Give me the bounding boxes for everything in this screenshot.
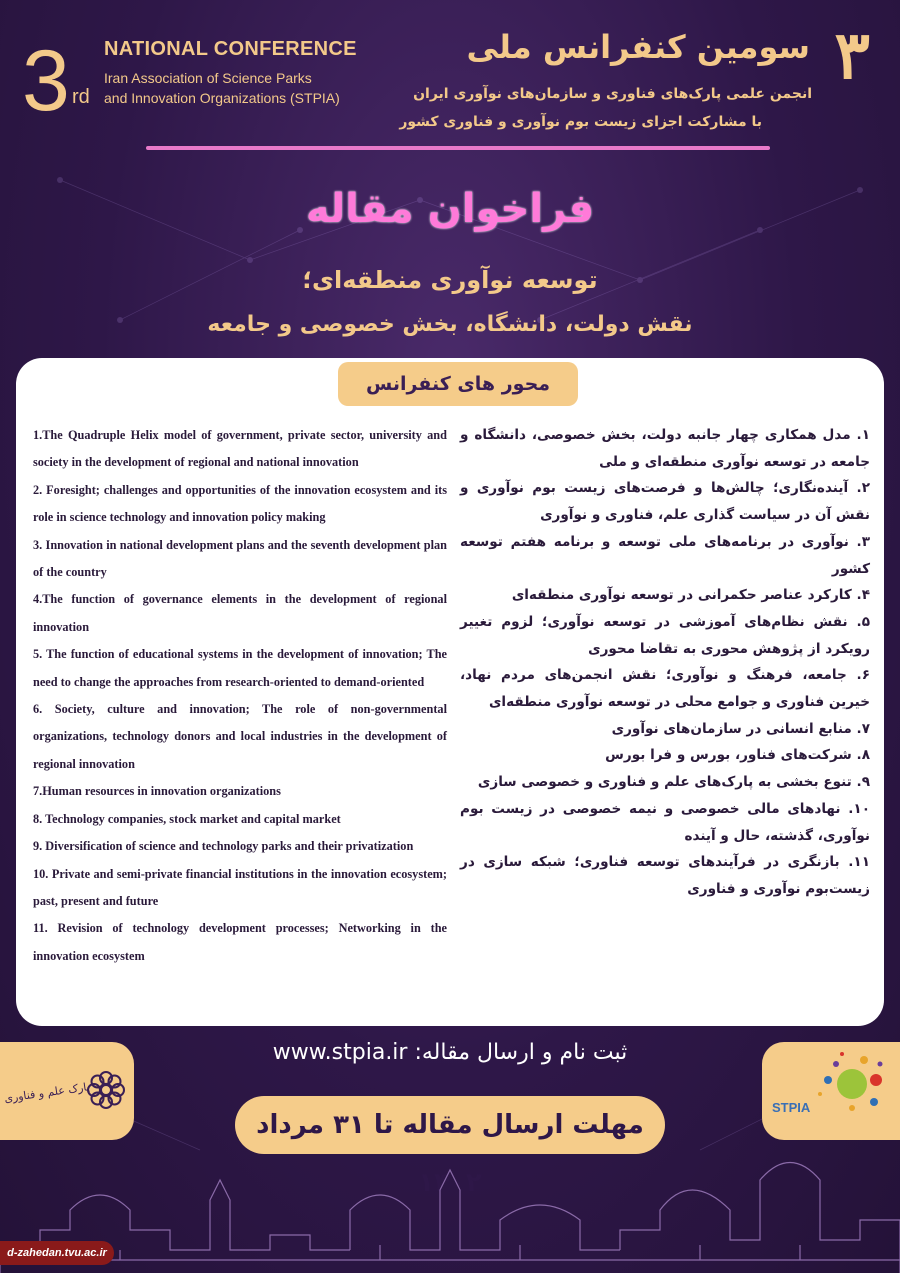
association-name-line2: and Innovation Organizations (STPIA)	[104, 90, 340, 106]
topics-persian-list	[460, 422, 870, 903]
topics-english-list	[33, 422, 447, 970]
topic-fa-7: ۷. منابع انسانی در سازمان‌های نوآوری	[611, 720, 870, 737]
conference-number: 3	[22, 33, 70, 129]
theme-line-1: توسعه نوآوری منطقه‌ای؛	[302, 266, 598, 294]
persian-association-name: انجمن علمی پارک‌های فناوری و سازمان‌های نوآوری ایران	[413, 86, 812, 102]
header-divider	[146, 146, 770, 150]
topic-en-8: 8. Technology companies, stock market and capital market	[33, 811, 341, 826]
topic-en-4: 4.The function of governance elements in the development of regional innovation	[33, 592, 447, 634]
topic-fa-6: ۶. جامعه، فرهنگ و نوآوری؛ نقش انجمن‌های مردم نهاد، خیرین فناوری و جوامع محلی در توسعه نوآوری منطقه‌ای	[460, 667, 870, 711]
topic-en-1: 1.The Quadruple Helix model of government, private sector, university and society in the development of regional and national innovation	[33, 428, 447, 470]
website-link[interactable]: www.stpia.ir	[272, 1040, 408, 1065]
theme-line-2: نقش دولت، دانشگاه، بخش خصوصی و جامعه	[207, 312, 693, 337]
topic-en-10: 10. Private and semi-private financial institutions in the innovation ecosystem; past, present and future	[33, 866, 447, 908]
source-credit[interactable]: d-zahedan.tvu.ac.ir	[0, 1241, 114, 1265]
topic-fa-3: ۳. نوآوری در برنامه‌های ملی توسعه و برنامه هفتم توسعه کشور	[460, 533, 870, 577]
persian-conference-number: ۳	[834, 16, 870, 94]
persian-header	[390, 16, 870, 142]
registration-line	[180, 1040, 720, 1065]
association-name-line1: Iran Association of Science Parks	[104, 70, 312, 86]
topic-fa-9: ۹. تنوع بخشی به پارک‌های علم و فناوری و خصوصی سازی	[477, 774, 870, 791]
science-park-logo	[0, 1042, 134, 1140]
topic-en-9: 9. Diversification of science and technology parks and their privatization	[33, 839, 414, 854]
stpia-logo	[762, 1042, 900, 1140]
topic-fa-8: ۸. شرکت‌های فناور، بورس و فرا بورس	[605, 747, 870, 764]
ordinal-suffix: rd	[72, 86, 90, 108]
persian-conference-title: سومین کنفرانس ملی	[466, 28, 810, 66]
topic-fa-5: ۵. نقش نظام‌های آموزشی در توسعه نوآوری؛ لزوم تغییر رویکرد از پژوهش محوری به تقاضا محوری	[460, 613, 870, 657]
topic-en-5: 5. The function of educational systems in the development of innovation; The need to change the approaches from research-oriented to demand-oriented	[33, 647, 447, 689]
english-header	[22, 30, 402, 129]
stpia-logo-text: STPIA	[772, 1100, 811, 1115]
national-conference-title: NATIONAL CONFERENCE	[104, 38, 357, 60]
topic-fa-4: ۴. کارکرد عناصر حکمرانی در توسعه نوآوری منطقه‌ای	[511, 587, 870, 604]
topic-en-7: 7.Human resources in innovation organizations	[33, 784, 281, 799]
topic-fa-11: ۱۱. بازنگری در فرآیندهای توسعه فناوری؛ شبکه سازی در زیست‌بوم نوآوری و فناوری	[460, 854, 870, 897]
topic-fa-1: ۱. مدل همکاری چهار جانبه دولت، بخش خصوصی، دانشگاه و جامعه در توسعه نوآوری منطقه‌ای و ملی	[460, 427, 870, 470]
stpia-dots-icon	[806, 1050, 886, 1120]
submission-deadline: مهلت ارسال مقاله تا ۳۱ مرداد ۱۴۰۲	[235, 1096, 665, 1154]
persian-participation-line: با مشارکت اجزای زیست بوم نوآوری و فناوری کشور	[399, 114, 762, 130]
registration-label: ثبت نام و ارسال مقاله:	[414, 1040, 628, 1065]
topic-fa-2: ۲. آینده‌نگاری؛ چالش‌ها و فرصت‌های زیست بوم نوآوری و نقش آن در سیاست گذاری علم، فناوری و نوآوری	[460, 480, 870, 524]
topic-en-3: 3. Innovation in national development plans and the seventh development plan of the country	[33, 537, 447, 580]
city-skyline-illustration	[0, 1150, 900, 1273]
topic-en-6: 6. Society, culture and innovation; The role of non-governmental organizations, technology donors and local industries in the development of regional innovation	[33, 702, 447, 771]
topic-fa-10: ۱۰. نهادهای مالی خصوصی و نیمه خصوصی در زیست بوم نوآوری، گذشته، حال و آینده	[460, 800, 870, 844]
topic-en-11: 11. Revision of technology development processes; Networking in the innovation ecosystem	[33, 921, 447, 963]
science-park-logo-text: پارک علم و فناوری	[3, 1080, 91, 1106]
call-for-papers-title: فراخوان مقاله	[305, 186, 595, 232]
topics-heading: محور های کنفرانس	[338, 362, 578, 406]
topic-en-2: 2. Foresight; challenges and opportunities of the innovation ecosystem and its role in science technology and innovation policy making	[33, 482, 447, 525]
flower-logo-icon	[84, 1068, 128, 1112]
